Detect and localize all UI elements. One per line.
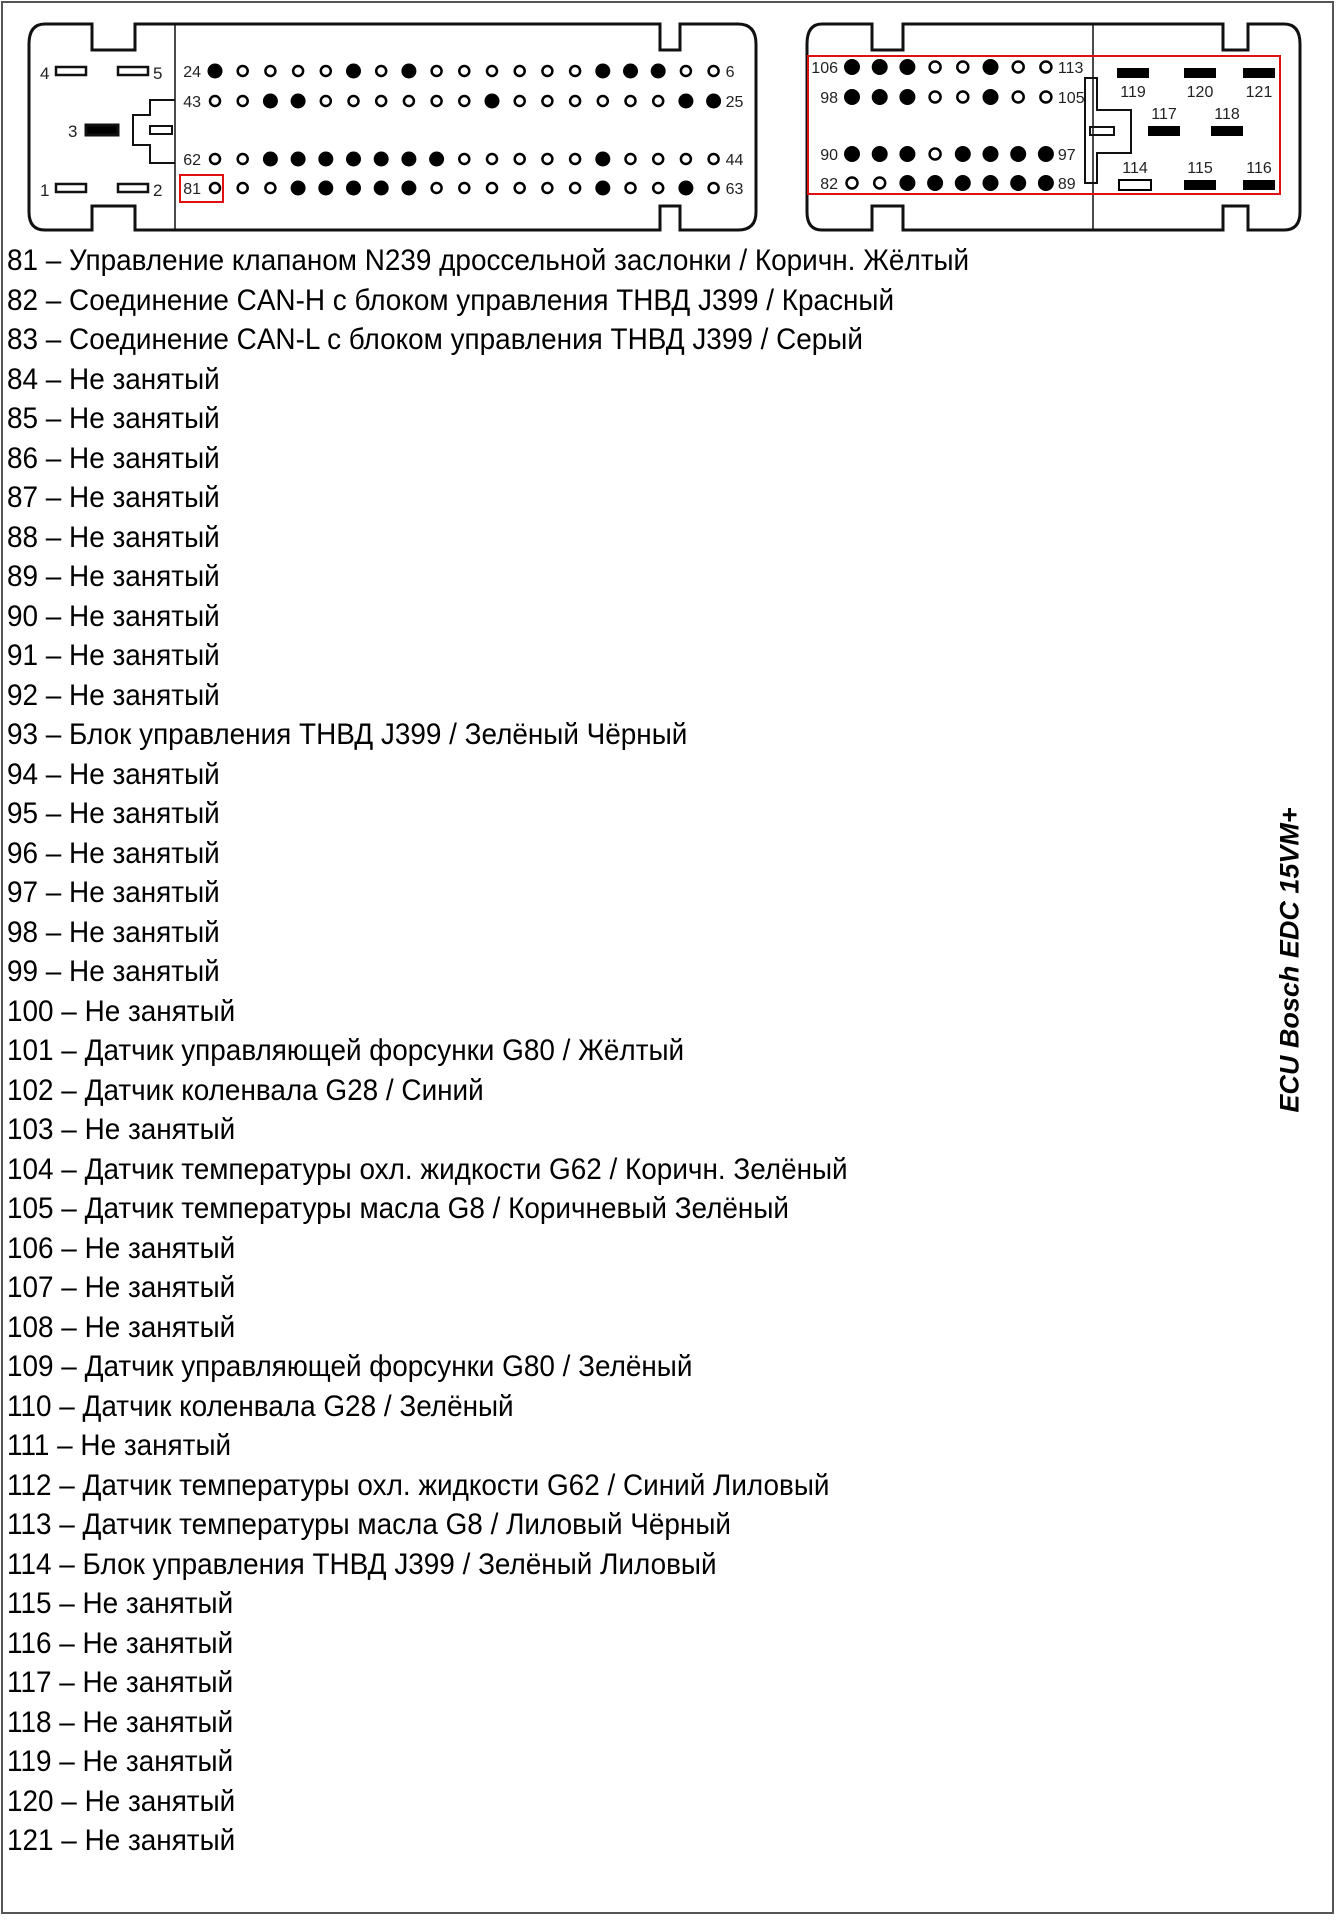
side-pin-2 (118, 184, 148, 192)
pin-occupied (983, 175, 999, 191)
left-latch (133, 100, 175, 163)
pin-empty (626, 154, 636, 164)
right-pin-grid (811, 59, 1084, 193)
side-pin-4 (56, 67, 86, 75)
blade-pin-120 (1184, 68, 1216, 78)
pin-empty (930, 149, 941, 160)
row-start-label: 106 (811, 60, 838, 77)
left-connector (29, 24, 756, 230)
pin-empty (238, 183, 248, 193)
pin-empty (1040, 92, 1051, 103)
pin-occupied (346, 64, 361, 79)
blade-label: 121 (1245, 84, 1273, 101)
pin-empty (570, 154, 580, 164)
pin-list-item: 82 – Соединение CAN-H с блоком управления ТНВД J399 / Красный (7, 283, 895, 317)
row-end-label: 97 (1057, 147, 1076, 164)
pin-list-item: 88 – Не занятый (7, 520, 220, 554)
pin-list-item: 98 – Не занятый (7, 915, 220, 949)
pin-assignment-list (7, 241, 1042, 1861)
pin-empty (487, 183, 497, 193)
pin-list-item: 110 – Датчик коленвала G28 / Зелёный (7, 1389, 514, 1423)
pin-list-item: 105 – Датчик температуры масла G8 / Коричневый Зелёный (7, 1192, 789, 1225)
blade-label: 118 (1214, 106, 1240, 123)
pin-empty (349, 96, 359, 106)
pin-list-item: 116 – Не занятый (7, 1626, 234, 1660)
pin-empty (487, 66, 497, 76)
pin-occupied (1010, 146, 1026, 162)
pin-occupied (983, 146, 999, 162)
pin-occupied (927, 175, 943, 191)
pin-list-item: 83 – Соединение CAN-L с блоком управления ТНВД J399 / Серый (7, 323, 863, 356)
pin-empty (847, 178, 858, 189)
pin-empty (487, 154, 497, 164)
pin-occupied (318, 152, 333, 167)
pin-list-item: 115 – Не занятый (7, 1587, 234, 1620)
pin-list-item: 117 – Не занятый (7, 1666, 234, 1699)
row-end-label: 63 (725, 181, 744, 198)
pin-empty (957, 62, 968, 73)
pin-empty (930, 62, 941, 73)
pin-list-item: 118 – Не занятый (7, 1705, 234, 1739)
pin-list-item: 96 – Не занятый (7, 836, 220, 870)
pin-list-item: 99 – Не занятый (7, 955, 220, 988)
pin-list-item: 81 – Управление клапаном N239 дроссельной заслонки / Коричн. Жёлтый (7, 244, 970, 277)
pin-occupied (401, 152, 416, 167)
pin-empty (238, 154, 248, 164)
pin-occupied (595, 152, 610, 167)
blade-pin-117 (1148, 126, 1180, 136)
pin-occupied (1038, 146, 1054, 162)
pin-list-item: 84 – Не занятый (7, 362, 220, 396)
pin-empty (709, 66, 719, 76)
pin-empty (1013, 92, 1024, 103)
pin-empty (321, 66, 331, 76)
pin-empty (515, 96, 525, 106)
pin-list-item: 89 – Не занятый (7, 560, 220, 593)
pin-list-item: 86 – Не занятый (7, 441, 220, 475)
pin-list-item: 94 – Не занятый (7, 757, 220, 791)
pin-empty (432, 96, 442, 106)
pin-occupied (899, 89, 915, 105)
pin-list-item: 90 – Не занятый (7, 599, 220, 633)
pin-empty (570, 183, 580, 193)
pin-occupied (955, 146, 971, 162)
pin-empty (626, 96, 636, 106)
pin-occupied (429, 152, 444, 167)
pin-list-item: 97 – Не занятый (7, 876, 220, 909)
pin-empty (459, 183, 469, 193)
pin-occupied (595, 181, 610, 196)
pin-list-item: 95 – Не занятый (7, 797, 220, 830)
pin-list-item: 111 – Не занятый (7, 1429, 232, 1462)
left-connector-outline (29, 24, 756, 230)
pin-list-item: 112 – Датчик температуры охл. жидкости G62 / Синий Лиловый (7, 1468, 830, 1502)
pin-list-item: 120 – Не занятый (7, 1784, 236, 1818)
pin-occupied (706, 94, 721, 109)
pin-empty (626, 183, 636, 193)
pin-empty (238, 96, 248, 106)
pin-occupied (291, 181, 306, 196)
pin-occupied (318, 181, 333, 196)
pin-empty (542, 66, 552, 76)
pin-empty (930, 92, 941, 103)
pin-occupied (983, 59, 999, 75)
pin-occupied (623, 64, 638, 79)
side-label-4: 4 (40, 64, 50, 83)
blade-pin-114 (1119, 180, 1151, 190)
pin-empty (874, 178, 885, 189)
pin-empty (265, 66, 275, 76)
pin-empty (265, 183, 275, 193)
pin-list-item: 87 – Не занятый (7, 481, 220, 514)
pin-occupied (651, 64, 666, 79)
pin-empty (653, 154, 663, 164)
blade-label: 116 (1246, 160, 1272, 177)
pin-list-item: 103 – Не занятый (7, 1113, 236, 1146)
pin-empty (459, 66, 469, 76)
pin-list-item: 119 – Не занятый (7, 1745, 234, 1778)
pin-empty (598, 96, 608, 106)
pin-occupied (374, 152, 389, 167)
pin-empty (653, 183, 663, 193)
pin-occupied (291, 94, 306, 109)
row-start-label: 24 (183, 64, 201, 81)
pin-occupied (401, 181, 416, 196)
pin-occupied (872, 89, 888, 105)
pin-occupied (291, 152, 306, 167)
pin-occupied (678, 94, 693, 109)
connector-diagram (0, 0, 1338, 240)
blade-pin-121 (1243, 68, 1275, 78)
pin-occupied (678, 181, 693, 196)
blade-label: 114 (1122, 160, 1148, 177)
blade-pin-118 (1211, 126, 1243, 136)
pin-empty (515, 183, 525, 193)
pin-empty (1013, 62, 1024, 73)
pin-empty (542, 183, 552, 193)
pin-occupied (899, 146, 915, 162)
row-start-label: 98 (820, 90, 838, 107)
side-pin-1 (56, 184, 86, 192)
pin-occupied (844, 146, 860, 162)
blade-pin-116 (1243, 180, 1275, 190)
pin-list-item: 101 – Датчик управляющей форсунки G80 / Жёлтый (7, 1034, 685, 1067)
pin-occupied (263, 94, 278, 109)
pin-empty (459, 96, 469, 106)
blade-pins (1117, 68, 1275, 190)
pin-empty (432, 66, 442, 76)
side-label-3: 3 (68, 122, 78, 141)
blade-label: 115 (1187, 160, 1213, 177)
pin-list-item: 102 – Датчик коленвала G28 / Синий (7, 1073, 484, 1107)
pin-empty (404, 96, 414, 106)
blade-label: 120 (1186, 84, 1214, 101)
left-latch-slot (150, 126, 172, 134)
row-end-label: 113 (1057, 60, 1084, 77)
row-start-label: 62 (183, 152, 201, 169)
pin-empty (570, 66, 580, 76)
blade-pin-115 (1184, 180, 1216, 190)
pin-list-item: 91 – Не занятый (7, 639, 220, 672)
pin-list-item: 106 – Не занятый (7, 1231, 236, 1265)
pin-occupied (374, 181, 389, 196)
pin-occupied (872, 59, 888, 75)
pin-occupied (955, 175, 971, 191)
pin-empty (957, 92, 968, 103)
pin-empty (653, 96, 663, 106)
pin-occupied (899, 59, 915, 75)
pin-occupied (208, 64, 223, 79)
pin-occupied (844, 89, 860, 105)
pin-occupied (1038, 175, 1054, 191)
side-pin-3 (86, 125, 118, 135)
pin-list-item: 109 – Датчик управляющей форсунки G80 / Зелёный (7, 1350, 693, 1383)
pin-occupied (401, 64, 416, 79)
pin-empty (681, 66, 691, 76)
pin-occupied (872, 146, 888, 162)
pin-occupied (983, 89, 999, 105)
pin-list-item: 92 – Не занятый (7, 678, 220, 712)
pin-empty (210, 183, 220, 193)
row-end-label: 6 (725, 64, 735, 81)
pin-list-item: 104 – Датчик температуры охл. жидкости G62 / Коричн. Зелёный (7, 1152, 848, 1186)
pin-occupied (844, 59, 860, 75)
pin-empty (709, 183, 719, 193)
pin-empty (376, 96, 386, 106)
ecu-title: ECU Bosch EDC 15VM+ (1274, 807, 1305, 1113)
row-end-label: 25 (725, 94, 744, 111)
pin-occupied (595, 64, 610, 79)
pin-list-item: 107 – Не занятый (7, 1271, 236, 1304)
pin-empty (515, 154, 525, 164)
blade-pin-119 (1117, 68, 1149, 78)
pin-empty (570, 96, 580, 106)
left-pin-grid (183, 64, 743, 199)
pin-occupied (346, 152, 361, 167)
pin-list-item: 93 – Блок управления ТНВД J399 / Зелёный Чёрный (7, 718, 688, 751)
row-start-label: 81 (183, 181, 201, 198)
pin-empty (293, 66, 303, 76)
pin-empty (681, 154, 691, 164)
pin-list-item: 100 – Не занятый (7, 994, 236, 1028)
pin-list-item: 108 – Не занятый (7, 1310, 236, 1344)
pin-empty (376, 66, 386, 76)
pin-empty (542, 154, 552, 164)
pin-empty (709, 154, 719, 164)
row-end-label: 89 (1057, 176, 1076, 193)
pin-empty (542, 96, 552, 106)
pin-occupied (899, 175, 915, 191)
pin-occupied (1010, 175, 1026, 191)
side-label-2: 2 (153, 181, 163, 200)
blade-label: 119 (1120, 84, 1146, 101)
row-start-label: 90 (820, 147, 838, 164)
side-label-5: 5 (153, 64, 163, 83)
pin-empty (432, 183, 442, 193)
pin-list-item: 121 – Не занятый (7, 1824, 236, 1857)
side-pin-5 (118, 67, 148, 75)
blade-label: 117 (1151, 106, 1177, 123)
row-end-label: 105 (1057, 90, 1085, 107)
pin-empty (210, 96, 220, 106)
pin-occupied (346, 181, 361, 196)
row-end-label: 44 (725, 152, 744, 169)
pin-occupied (263, 152, 278, 167)
pin-list-item: 85 – Не занятый (7, 402, 220, 435)
pin-empty (515, 66, 525, 76)
pin-empty (238, 66, 248, 76)
row-start-label: 43 (183, 94, 201, 111)
row-start-label: 82 (820, 176, 838, 193)
pin-empty (459, 154, 469, 164)
pin-list-item: 114 – Блок управления ТНВД J399 / Зелёный Лиловый (7, 1547, 717, 1581)
pin-empty (210, 154, 220, 164)
pin-occupied (485, 94, 500, 109)
pin-empty (321, 96, 331, 106)
pin-empty (1040, 62, 1051, 73)
pin-list-item: 113 – Датчик температуры масла G8 / Лиловый Чёрный (7, 1508, 731, 1541)
side-label-1: 1 (40, 181, 50, 200)
